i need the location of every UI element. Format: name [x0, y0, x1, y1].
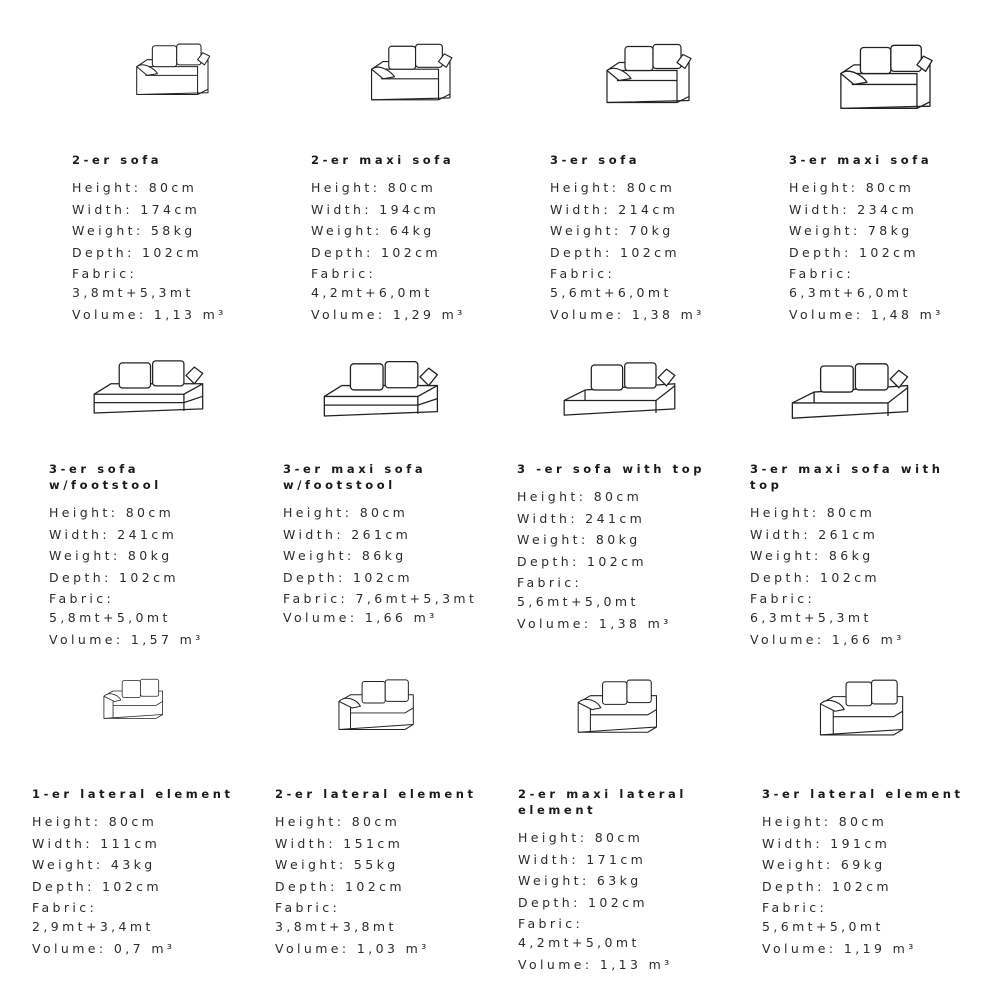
sofa-drawing-icon: [100, 676, 175, 723]
spec-fabric-label: Fabric:: [750, 591, 816, 606]
spec-fabric-label: Fabric:: [311, 266, 377, 281]
spec-width: Width: 111cm: [32, 835, 161, 851]
spec-fabric: 3,8mt+5,3mt: [72, 285, 194, 300]
spec-fabric: 4,2mt+5,0mt: [518, 935, 640, 950]
spec-height: Height: 80cm: [750, 505, 876, 520]
spec-fabric: 5,6mt+5,0mt: [762, 919, 884, 934]
item-title: 3 -er sofa with top: [517, 462, 706, 476]
item-title: 2-er lateral element: [275, 787, 477, 801]
spec-fabric-label: Fabric:: [550, 266, 616, 281]
spec-volume: Volume: 1,38 m³: [550, 306, 705, 322]
spec-volume: Volume: 1,48 m³: [789, 306, 944, 322]
spec-depth: Depth: 102cm: [762, 878, 892, 894]
sofa-drawing-icon: [334, 676, 429, 735]
spec-fabric-label: Fabric:: [32, 900, 98, 915]
spec-weight: Weight: 86kg: [750, 548, 874, 563]
spec-height: Height: 80cm: [311, 180, 437, 195]
item-title: 2-er maxi lateral element: [518, 787, 687, 817]
sofa-drawing-icon: [788, 352, 913, 430]
spec-height: Height: 80cm: [275, 814, 401, 829]
spec-width: Width: 234cm: [789, 201, 918, 217]
spec-width: Width: 241cm: [517, 510, 646, 526]
spec-depth: Depth: 102cm: [72, 244, 202, 260]
item-title: 3-er sofa: [550, 153, 641, 167]
spec-width: Width: 174cm: [72, 201, 201, 217]
spec-height: Height: 80cm: [762, 814, 888, 829]
item-title: 2-er maxi sofa: [311, 153, 455, 167]
spec-depth: Depth: 102cm: [550, 244, 680, 260]
spec-depth: Depth: 102cm: [750, 569, 880, 585]
item-title: 3-er sofa w/footstool: [49, 462, 162, 492]
spec-fabric: 4,2mt+6,0mt: [311, 285, 433, 300]
spec-volume: Volume: 1,29 m³: [311, 306, 466, 322]
spec-height: Height: 80cm: [283, 505, 409, 520]
sofa-drawing-icon: [90, 352, 210, 426]
spec-width: Width: 261cm: [283, 526, 412, 542]
spec-fabric: 6,3mt+6,0mt: [789, 285, 911, 300]
spec-height: Height: 80cm: [518, 830, 644, 845]
spec-width: Width: 241cm: [49, 526, 178, 542]
spec-height: Height: 80cm: [517, 489, 643, 504]
spec-height: Height: 80cm: [32, 814, 158, 829]
item-title: 2-er sofa: [72, 153, 163, 167]
spec-width: Width: 191cm: [762, 835, 891, 851]
spec-fabric-label: Fabric:: [275, 900, 341, 915]
spec-volume: Volume: 1,03 m³: [275, 940, 430, 956]
spec-depth: Depth: 102cm: [789, 244, 919, 260]
item-title: 3-er maxi sofa with top: [750, 462, 944, 492]
sofa-drawing-icon: [815, 676, 920, 741]
spec-depth: Depth: 102cm: [275, 878, 405, 894]
spec-weight: Weight: 86kg: [283, 548, 407, 563]
item-title: 1-er lateral element: [32, 787, 234, 801]
spec-weight: Weight: 63kg: [518, 873, 642, 888]
spec-weight: Weight: 80kg: [517, 532, 641, 547]
spec-volume: Volume: 1,57 m³: [49, 631, 204, 647]
spec-width: Width: 151cm: [275, 835, 404, 851]
spec-depth: Depth: 102cm: [311, 244, 441, 260]
spec-depth: Depth: 102cm: [32, 878, 162, 894]
sofa-drawing-icon: [560, 352, 680, 426]
spec-depth: Depth: 102cm: [283, 569, 413, 585]
spec-weight: Weight: 70kg: [550, 223, 674, 238]
spec-height: Height: 80cm: [72, 180, 198, 195]
spec-volume: Volume: 0,7 m³: [32, 940, 176, 956]
spec-volume: Volume: 1,66 m³: [750, 631, 905, 647]
spec-fabric: 5,6mt+5,0mt: [517, 594, 639, 609]
spec-fabric-label: Fabric:: [518, 916, 584, 931]
spec-volume: Volume: 1,19 m³: [762, 940, 917, 956]
sofa-drawing-icon: [128, 40, 228, 102]
spec-weight: Weight: 69kg: [762, 857, 886, 872]
spec-fabric-label: Fabric:: [49, 591, 115, 606]
spec-width: Width: 194cm: [311, 201, 440, 217]
spec-weight: Weight: 64kg: [311, 223, 435, 238]
spec-height: Height: 80cm: [789, 180, 915, 195]
spec-depth: Depth: 102cm: [517, 553, 647, 569]
spec-fabric-label: Fabric:: [762, 900, 828, 915]
spec-weight: Weight: 80kg: [49, 548, 173, 563]
item-title: 3-er lateral element: [762, 787, 964, 801]
spec-height: Height: 80cm: [49, 505, 175, 520]
sofa-drawing-icon: [597, 40, 712, 111]
spec-fabric: 6,3mt+5,3mt: [750, 610, 872, 625]
spec-depth: Depth: 102cm: [518, 894, 648, 910]
spec-depth: Depth: 102cm: [49, 569, 179, 585]
spec-volume: Volume: 1,66 m³: [283, 610, 438, 625]
item-title: 3-er maxi sofa w/footstool: [283, 462, 427, 492]
item-title: 3-er maxi sofa: [789, 153, 933, 167]
spec-weight: Weight: 58kg: [72, 223, 196, 238]
spec-volume: Volume: 1,13 m³: [518, 956, 673, 972]
spec-weight: Weight: 78kg: [789, 223, 913, 238]
sofa-drawing-icon: [362, 40, 472, 108]
spec-width: Width: 261cm: [750, 526, 879, 542]
spec-fabric: 2,9mt+3,4mt: [32, 919, 154, 934]
spec-fabric-label: Fabric:: [517, 575, 583, 590]
spec-width: Width: 171cm: [518, 851, 647, 867]
spec-weight: Weight: 43kg: [32, 857, 156, 872]
spec-fabric: 5,8mt+5,0mt: [49, 610, 171, 625]
spec-height: Height: 80cm: [550, 180, 676, 195]
spec-fabric: 5,6mt+6,0mt: [550, 285, 672, 300]
spec-fabric-label: Fabric:: [72, 266, 138, 281]
sofa-drawing-icon: [830, 40, 955, 118]
spec-volume: Volume: 1,13 m³: [72, 306, 227, 322]
spec-volume: Volume: 1,38 m³: [517, 615, 672, 631]
sofa-drawing-icon: [573, 676, 673, 738]
spec-fabric: 3,8mt+3,8mt: [275, 919, 397, 934]
spec-fabric-label: Fabric:: [789, 266, 855, 281]
spec-width: Width: 214cm: [550, 201, 679, 217]
spec-weight: Weight: 55kg: [275, 857, 399, 872]
sofa-drawing-icon: [320, 352, 445, 430]
spec-fabric-label: Fabric: 7,6mt+5,3mt: [283, 591, 478, 606]
